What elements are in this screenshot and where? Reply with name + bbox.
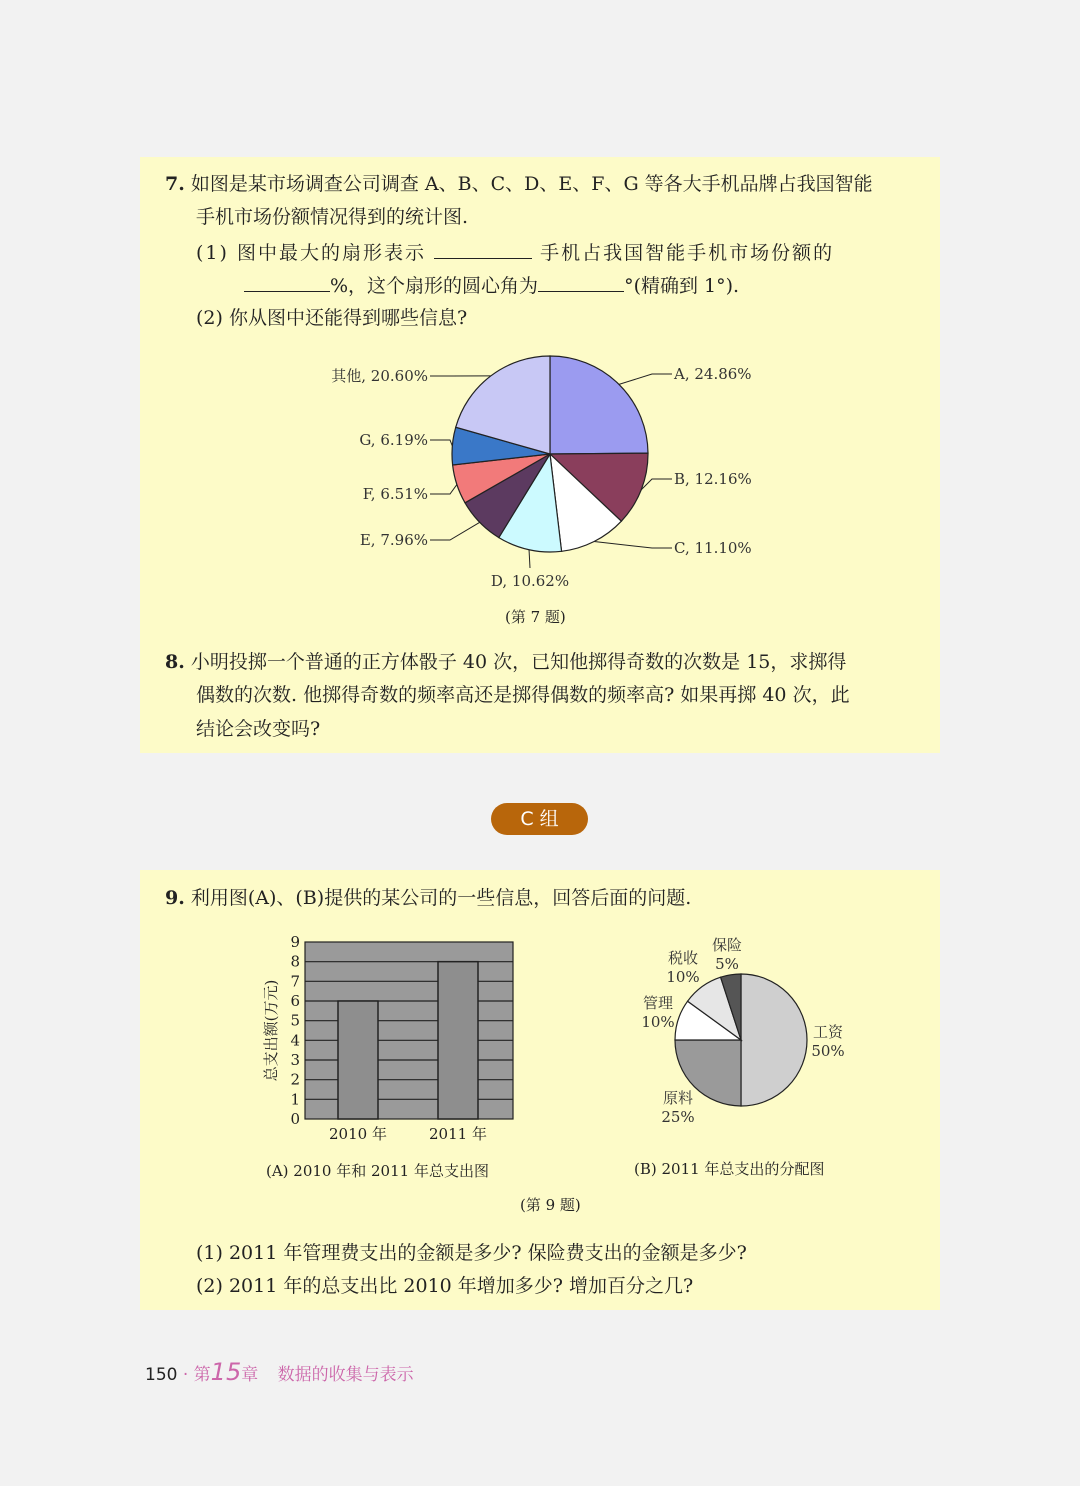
expense-slice-0 [741,974,807,1106]
pie-label-6: G, 6.19% [359,431,428,449]
expense-pct-4: 5% [715,955,739,973]
pie-label-2: C, 11.10% [674,539,752,557]
expense-pct-3: 10% [666,968,700,986]
q7-sub2-label: (2) [196,307,223,329]
q9-number: 9. [165,887,185,909]
q9-sub2: (2) 2011 年的总支出比 2010 年增加多少? 增加百分之几? [196,1275,694,1297]
expense-pct-2: 10% [641,1013,675,1031]
q9-text: 利用图(A)、(B)提供的某公司的一些信息，回答后面的问题. [190,887,692,909]
q7-sub1-part4: °(精确到 1°). [624,275,740,297]
q7-line2: 手机市场份额情况得到的统计图. [196,206,469,228]
q9-caption-b: (B) 2011 年总支出的分配图 [634,1160,825,1178]
chapter-title: 数据的收集与表示 [277,1365,414,1385]
y-tick-label-9: 9 [290,933,300,951]
footer-dot: · [182,1365,189,1385]
q7-sub2-text: 你从图中还能得到哪些信息? [228,307,468,329]
q7-caption: (第 7 题) [505,608,566,626]
y-tick-label-2: 2 [290,1070,300,1089]
expense-label-1: 原料 [662,1089,694,1107]
expense-label-0: 工资 [812,1023,844,1041]
y-tick-label-4: 4 [290,1031,300,1050]
expense-pct-0: 50% [811,1042,845,1060]
pie-label-3: D, 10.62% [490,572,570,590]
x-tick-label-1: 2011 年 [429,1125,487,1143]
q7-sub1-label: (1) [196,242,229,264]
y-tick-label-6: 6 [290,992,300,1010]
chapter-number: 15 [210,1358,242,1386]
y-tick-label-1: 1 [290,1090,300,1109]
q8-number: 8. [165,651,185,673]
q7-sub1-part2: 手机占我国智能手机市场份额的 [540,242,835,264]
q9-sub1: (1) 2011 年管理费支出的金额是多少? 保险费支出的金额是多少? [196,1242,747,1264]
x-tick-label-0: 2010 年 [329,1125,387,1143]
expense-pct-1: 25% [661,1108,695,1126]
y-tick-label-0: 0 [290,1110,300,1128]
chapter-suffix: 章 [241,1365,259,1385]
pie-label-4: E, 7.96% [359,531,428,549]
y-tick-label-8: 8 [290,952,300,971]
section-badge-c: C 组 [491,803,588,835]
q7-sub1-part3: %，这个扇形的圆心角为 [330,275,539,297]
expense-label-4: 保险 [711,936,743,954]
q9-caption-a: (A) 2010 年和 2011 年总支出图 [266,1162,489,1180]
page-number: 150 [145,1365,178,1385]
y-axis-label: 总支出额(万元) [262,979,280,1082]
chapter-prefix: 第 [193,1365,211,1385]
q8-text-1: 小明投掷一个普通的正方体骰子 40 次，已知他掷得奇数的次数是 15，求掷得 [190,651,847,673]
pie-label-1: B, 12.16% [674,470,752,488]
q9-caption: (第 9 题) [520,1196,581,1214]
y-tick-label-3: 3 [290,1051,300,1069]
pie-label-0: A, 24.86% [674,365,752,383]
pie-label-7: 其他, 20.60% [331,367,428,385]
pie-label-5: F, 6.51% [362,485,428,503]
q7-text: 如图是某市场调查公司调查 A、B、C、D、E、F、G 等各大手机品牌占我国智能 [190,173,873,195]
y-tick-label-5: 5 [290,1011,300,1030]
q8-line2: 偶数的次数. 他掷得奇数的频率高还是掷得偶数的频率高? 如果再掷 40 次，此 [196,684,850,706]
y-tick-label-7: 7 [290,972,300,991]
expense-label-2: 管理 [642,994,674,1012]
q7-sub1-part1: 图中最大的扇形表示 [236,242,426,264]
expense-label-3: 税收 [667,949,699,967]
q7-number: 7. [165,173,185,195]
q8-line3: 结论会改变吗? [196,718,321,740]
page-footer [145,1358,414,1386]
